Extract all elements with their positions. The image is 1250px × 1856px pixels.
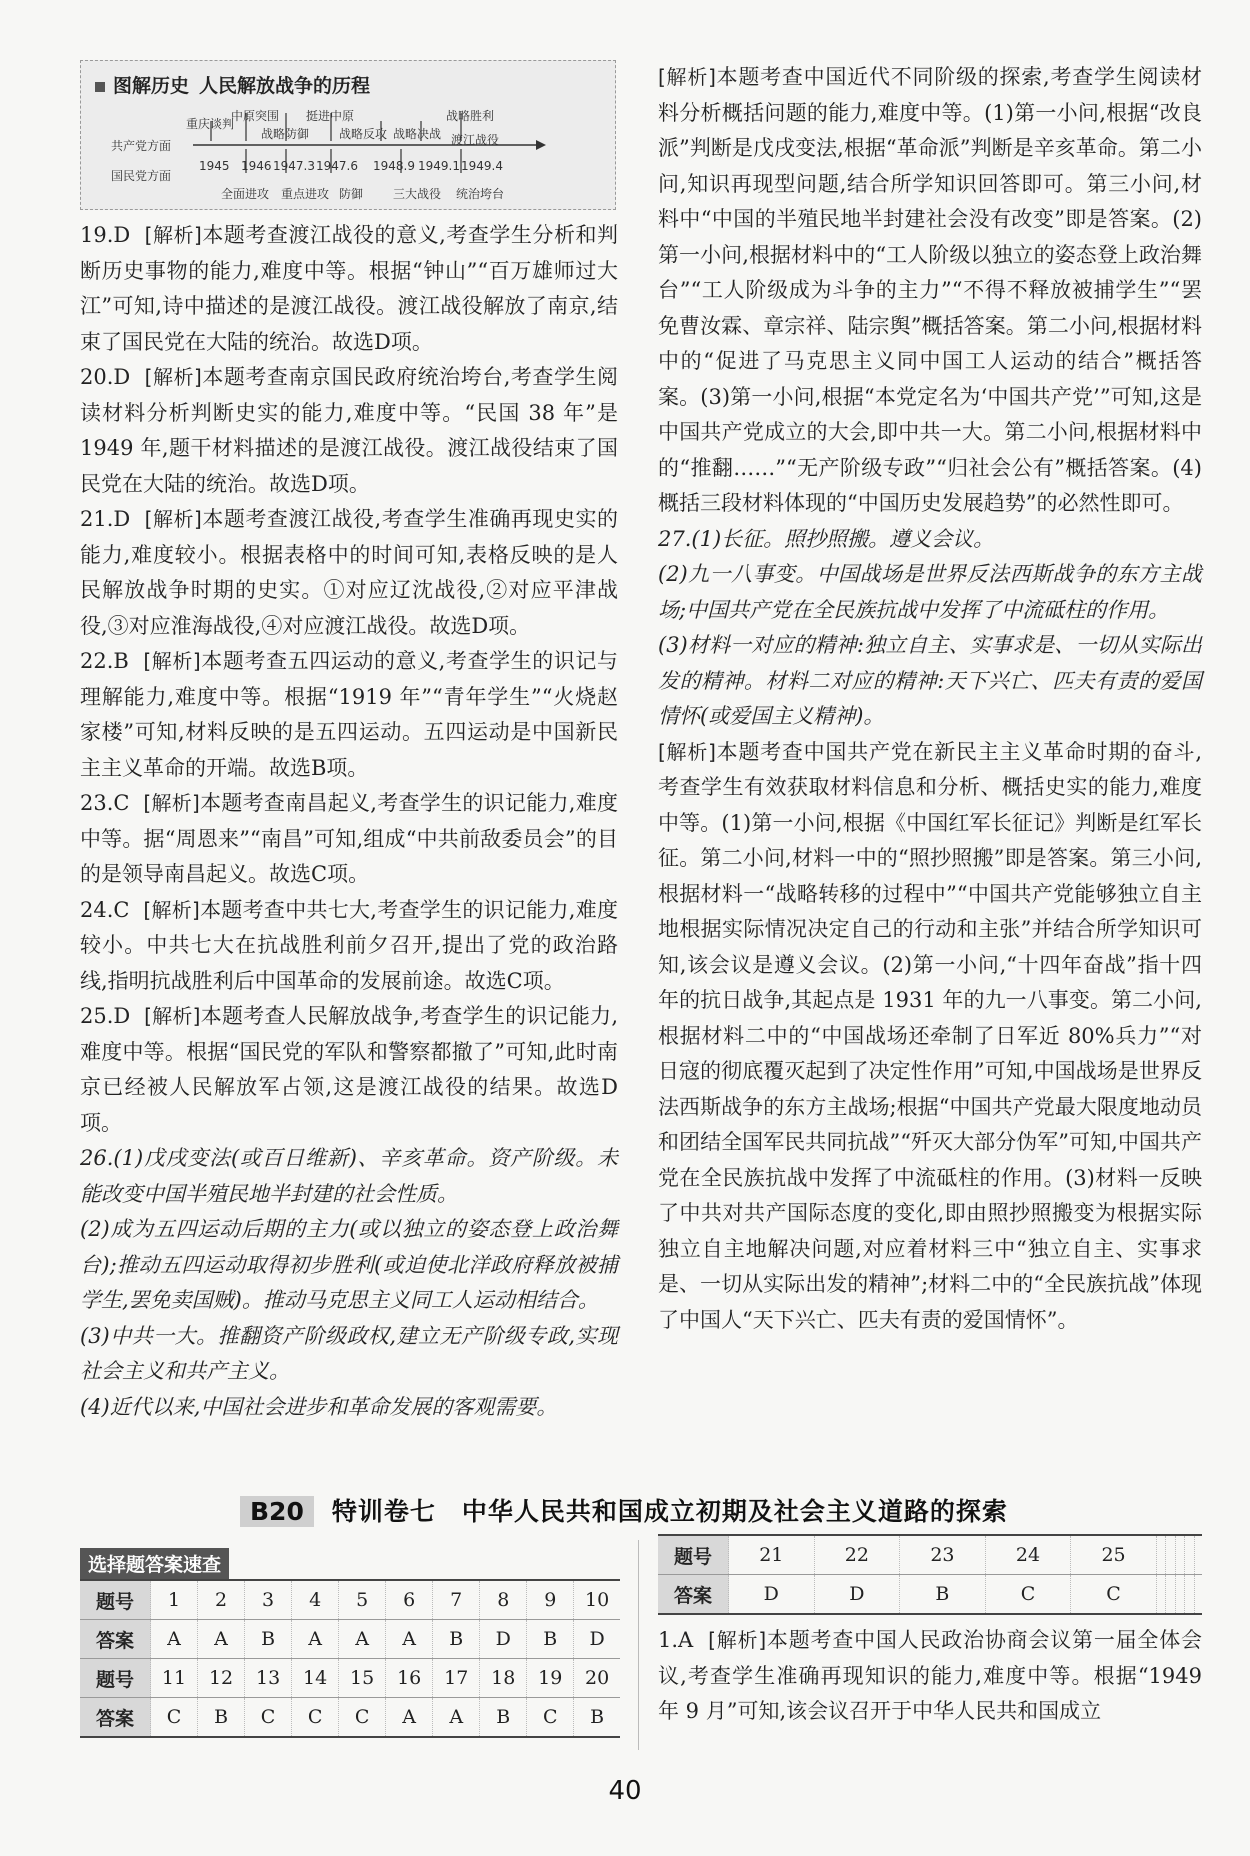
bottom-label: 全面进攻 bbox=[221, 187, 270, 201]
answer-table-left bbox=[80, 1548, 620, 1738]
answer-19: 19.D [解析]本题考查渡江战役的意义,考查学生分析和判断历史事物的能力,难度中等。根据“钟山”“百万雄师过大江”可知,诗中描述的是渡江战役。渡江战役解放了南京,结束了国民党在大陆的统治。故选D项。 bbox=[80, 223, 618, 354]
top-label: 中原突围 bbox=[231, 109, 280, 123]
top-label: 重庆谈判 bbox=[186, 117, 235, 131]
right-column bbox=[658, 60, 1202, 1338]
year-label: 1949.4 bbox=[461, 159, 503, 173]
timeline-figure bbox=[80, 60, 616, 210]
top-label: 战略反攻 bbox=[339, 127, 388, 141]
analysis-27: [解析]本题考查中国共产党在新民主主义革命时期的奋斗,考查学生有效获取材料信息和分析、概括史实的能力,难度中等。(1)第一小问,根据《中国红军长征记》判断是红军长征。第二小问,材料一中的“照抄照搬”即是答案。第三小问,根据材料一“战略转移的过程中”“中国共产党能够独立自主地根据实际情况决定自己的行动和主张”并结合所学知识可知,该会议是遵义会议。(2)第一小问,“十四年奋战”指十四年的抗日战争,其起点是 1931 年的九一八事变。第二小问,根据材料二中的“中国战场还牵制了日军近 80%兵力”“对日寇的彻底覆灭起到了决定性作用”可知,中国战场是世界反法西斯战争的东方主战场;根据“中国共产党最大限度地动员和团结全国军民共同抗战”“歼灭大部分伪军”可知,中国共产党在全民族抗战中发挥了中流砥柱的作用。(3)材料一反映了中共对共产国际态度的变化,即由照抄照搬变为根据实际独立自主地解决问题,对应着材料三中“独立自主、实事求是、一切从实际出发的精神”;材料二中的“全民族抗战”体现了中国人“天下兴亡、匹夫有责的爱国情怀”。 bbox=[658, 739, 1202, 1332]
answer-26-part3: (3)中共一大。推翻资产阶级政权,建立无产阶级专政,实现社会主义和共产主义。 bbox=[80, 1323, 618, 1383]
answer-20: 20.D [解析]本题考查南京国民政府统治垮台,考查学生阅读材料分析判断史实的能力,难度中等。“民国 38 年”是 1949 年,题干材料描述的是渡江战役。渡江战役结束了国民党在大陆的统治。故选D项。 bbox=[80, 365, 618, 496]
answer-25: 25.D [解析]本题考查人民解放战争,考查学生的识记能力,难度中等。根据“国民党的军队和警察都撤了”可知,此时南京已经被人民解放军占领,这是渡江战役的结果。故选D项。 bbox=[80, 1004, 619, 1135]
answer-grid-right bbox=[658, 1534, 1202, 1615]
top-label: 战略胜利 bbox=[446, 109, 495, 123]
analysis-1: 1.A [解析]本题考查中国人民政治协商会议第一届全体会议,考查学生准确再现知识的能力,难度中等。根据“1949 年 9 月”可知,该会议召开于中华人民共和国成立 bbox=[658, 1628, 1203, 1723]
answer-23: 23.C [解析]本题考查南昌起义,考查学生的识记能力,难度中等。据“周恩来”“南昌”可知,组成“中共前敌委员会”的目的是领导南昌起义。故选C项。 bbox=[80, 791, 618, 886]
answer-26-part2: (2)成为五四运动后期的主力(或以独立的姿态登上政治舞台);推动五四运动取得初步胜利(或迫使北洋政府释放被捕学生,罢免卖国贼)。推动马克思主义同工人运动相结合。 bbox=[80, 1217, 618, 1312]
section-title: 特训卷七 中华人民共和国成立初期及社会主义道路的探索 bbox=[331, 1497, 1008, 1526]
top-label: 战略防御 bbox=[261, 127, 310, 141]
bottom-label: 防御 bbox=[339, 187, 364, 201]
bottom-label: 重点进攻 bbox=[281, 187, 330, 201]
timeline-arrow-icon bbox=[536, 140, 546, 150]
year-label: 1949.1 bbox=[418, 159, 460, 173]
table-row: 题号 21 22 23 24 25 bbox=[658, 1535, 1202, 1575]
answer-table-right bbox=[658, 1534, 1202, 1615]
bottom-label: 统治垮台 bbox=[456, 187, 505, 201]
year-label: 1948.9 bbox=[373, 159, 415, 173]
year-label: 1947.3 bbox=[273, 159, 315, 173]
row-label-cpc: 共产党方面 bbox=[111, 139, 172, 153]
table-row: 答案 D D B C C bbox=[658, 1575, 1202, 1615]
row-label-kmt: 国民党方面 bbox=[111, 169, 172, 183]
top-label: 战略决战 bbox=[393, 127, 442, 141]
answer-27-part3: (3)材料一对应的精神:独立自主、实事求是、一切从实际出发的精神。材料二对应的精神:天下兴亡、匹夫有责的爱国情怀(或爱国主义精神)。 bbox=[658, 633, 1202, 728]
table-row: 题号 1 2 3 4 5 6 7 8 9 10 bbox=[80, 1580, 620, 1620]
analysis-26: [解析]本题考查中国近代不同阶级的探索,考查学生阅读材料分析概括问题的能力,难度中等。(1)第一小问,根据“改良派”判断是戊戌变法,根据“革命派”判断是辛亥革命。第二小问,知识再现型问题,结合所学知识回答即可。第三小问,材料中“中国的半殖民地半封建社会没有改变”即是答案。(2)第一小问,根据材料中的“工人阶级以独立的姿态登上政治舞台”“工人阶级成为斗争的主力”“不得不释放被捕学生”“罢免曹汝霖、章宗祥、陆宗舆”概括答案。第二小问,根据材料中的“促进了马克思主义同中国工人运动的结合”概括答案。(3)第一小问,根据“本党定名为‘中国共产党’”可知,这是中国共产党成立的大会,即中共一大。第二小问,根据材料中的“推翻……”“无产阶级专政”“归社会公有”概括答案。(4)概括三段材料体现的“中国历史发展趋势”的必然性即可。 bbox=[658, 65, 1202, 515]
answer-26-part4: (4)近代以来,中国社会进步和革命发展的客观需要。 bbox=[80, 1394, 558, 1419]
table-row: 答案 A A B A A A B D B D bbox=[80, 1620, 620, 1659]
answer-27-part1: 27.(1)长征。照抄照搬。遵义会议。 bbox=[658, 526, 995, 551]
year-label: 1947.6 bbox=[316, 159, 358, 173]
answer-27-part2: (2)九一八事变。中国战场是世界反法西斯战争的东方主战场;中国共产党在全民族抗战中发挥了中流砥柱的作用。 bbox=[658, 562, 1202, 622]
year-label: 1945 bbox=[199, 159, 230, 173]
figure-subtitle: 人民解放战争的历程 bbox=[199, 75, 371, 97]
table-row: 题号 11 12 13 14 15 16 17 18 19 20 bbox=[80, 1659, 620, 1698]
answer-21: 21.D [解析]本题考查渡江战役,考查学生准确再现史实的能力,难度较小。根据表格中的时间可知,表格反映的是人民解放战争时期的史实。①对应辽沈战役,②对应平津战役,③对应淮海战役,④对应渡江战役。故选D项。 bbox=[80, 507, 618, 638]
answer-24: 24.C [解析]本题考查中共七大,考查学生的识记能力,难度较小。中共七大在抗战胜利前夕召开,提出了党的政治路线,指明抗战胜利后中国革命的发展前途。故选C项。 bbox=[80, 897, 618, 993]
bottom-label: 三大战役 bbox=[393, 187, 442, 201]
answer-22: 22.B [解析]本题考查五四运动的意义,考查学生的识记与理解能力,难度中等。根据“1919 年”“青年学生”“火烧赵家楼”可知,材料反映的是五四运动。五四运动是中国新民主主义革命的开端。故选B项。 bbox=[80, 649, 618, 780]
answer-26-part1: 26.(1)戊戌变法(或百日维新)、辛亥革命。资产阶级。未能改变中国半殖民地半封建的社会性质。 bbox=[80, 1146, 618, 1206]
answer-grid bbox=[80, 1579, 620, 1738]
year-label: 1946 bbox=[241, 159, 272, 173]
section-badge: B20 bbox=[240, 1496, 314, 1527]
figure-tag: 图解历史 bbox=[113, 75, 190, 97]
section-header bbox=[240, 1492, 1040, 1536]
column-divider bbox=[638, 1540, 639, 1750]
left-column bbox=[80, 60, 618, 1425]
page-number: 40 bbox=[608, 1776, 642, 1806]
table-row: 答案 C B C C C A A B C B bbox=[80, 1698, 620, 1738]
top-label: 渡江战役 bbox=[451, 133, 500, 147]
top-label: 挺进中原 bbox=[306, 109, 355, 123]
answer-table-caption: 选择题答案速查 bbox=[80, 1548, 229, 1579]
